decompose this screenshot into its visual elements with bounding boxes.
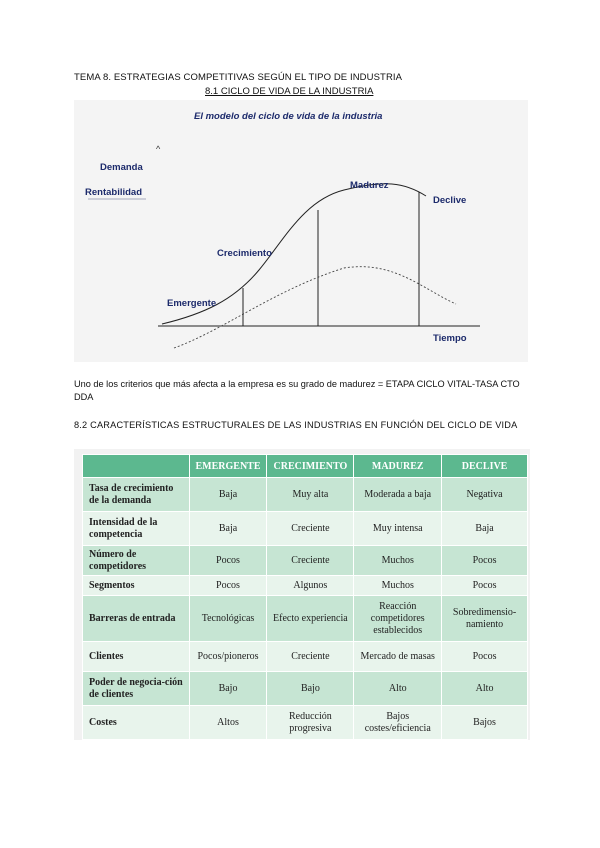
table-row: [83, 512, 528, 546]
table-header: EMERGENTE: [189, 455, 267, 478]
y-label-rentabilidad: Rentabilidad: [85, 187, 143, 198]
caret-mark: ^: [156, 144, 161, 154]
life-cycle-diagram: [74, 100, 528, 362]
table-cell: Pocos: [442, 546, 528, 576]
row-label: Poder de negocia-ción de clientes: [83, 672, 190, 706]
table-cell: Mercado de masas: [354, 642, 442, 672]
row-label: Intensidad de la competencia: [83, 512, 190, 546]
table-cell: Creciente: [267, 546, 354, 576]
table-cell: Bajo: [189, 672, 267, 706]
row-label: Clientes: [83, 642, 190, 672]
characteristics-table-container: [74, 449, 530, 740]
table-cell: Pocos: [442, 642, 528, 672]
row-label: Tasa de crecimiento de la demanda: [83, 478, 190, 512]
document-title: TEMA 8. ESTRATEGIAS COMPETITIVAS SEGÚN EL TIPO DE INDUSTRIA: [74, 72, 403, 83]
y-label-demanda: Demanda: [100, 162, 143, 173]
row-label: Segmentos: [83, 576, 190, 596]
table-row: [83, 706, 528, 740]
table-cell: Creciente: [267, 512, 354, 546]
table-row: [83, 546, 528, 576]
table-cell: Bajos: [442, 706, 528, 740]
table-cell: Moderada a baja: [354, 478, 442, 512]
table-cell: Creciente: [267, 642, 354, 672]
table-cell: Algunos: [267, 576, 354, 596]
stage-label-madurez: Madurez: [350, 180, 389, 191]
characteristics-table: [82, 454, 528, 740]
table-row: [83, 478, 528, 512]
table-cell: Baja: [189, 478, 267, 512]
row-label: Costes: [83, 706, 190, 740]
table-cell: Reacción competidores establecidos: [354, 596, 442, 642]
table-cell: Pocos: [189, 576, 267, 596]
table-row: [83, 642, 528, 672]
criterio-paragraph: Uno de los criterios que más afecta a la empresa es su grado de madurez = ETAPA CICLO VITAL-TASA CTO DDA: [74, 379, 520, 402]
diagram-title: El modelo del ciclo de vida de la industria: [194, 111, 383, 122]
table-header-row: [83, 455, 528, 478]
table-cell: Muchos: [354, 576, 442, 596]
table-cell: Alto: [442, 672, 528, 706]
table-cell: Bajos costes/eficiencia: [354, 706, 442, 740]
table-cell: Muchos: [354, 546, 442, 576]
table-header: DECLIVE: [442, 455, 528, 478]
stage-label-crecimiento: Crecimiento: [217, 248, 272, 259]
section-81-title: 8.1 CICLO DE VIDA DE LA INDUSTRIA: [205, 86, 374, 97]
table-cell: Pocos: [189, 546, 267, 576]
table-cell: Sobredimensio-namiento: [442, 596, 528, 642]
table-cell: Efecto experiencia: [267, 596, 354, 642]
table-cell: Altos: [189, 706, 267, 740]
table-cell: Muy intensa: [354, 512, 442, 546]
table-cell: Bajo: [267, 672, 354, 706]
stage-label-declive: Declive: [433, 195, 467, 206]
row-label: Barreras de entrada: [83, 596, 190, 642]
table-row: [83, 596, 528, 642]
section-82-title: 8.2 CARACTERÍSTICAS ESTRUCTURALES DE LAS INDUSTRIAS EN FUNCIÓN DEL CICLO DE VIDA: [74, 420, 518, 430]
table-cell: Baja: [189, 512, 267, 546]
table-cell: Pocos/pioneros: [189, 642, 267, 672]
table-header: MADUREZ: [354, 455, 442, 478]
x-label-tiempo: Tiempo: [433, 333, 467, 344]
table-cell: Alto: [354, 672, 442, 706]
table-cell: Negativa: [442, 478, 528, 512]
table-row: [83, 576, 528, 596]
table-cell: Baja: [442, 512, 528, 546]
table-header: CRECIMIENTO: [267, 455, 354, 478]
table-header: [83, 455, 190, 478]
table-cell: Reducción progresiva: [267, 706, 354, 740]
stage-label-emergente: Emergente: [167, 298, 217, 309]
table-row: [83, 672, 528, 706]
table-cell: Tecnológicas: [189, 596, 267, 642]
row-label: Número de competidores: [83, 546, 190, 576]
table-cell: Pocos: [442, 576, 528, 596]
profit-curve: [174, 267, 456, 348]
table-cell: Muy alta: [267, 478, 354, 512]
